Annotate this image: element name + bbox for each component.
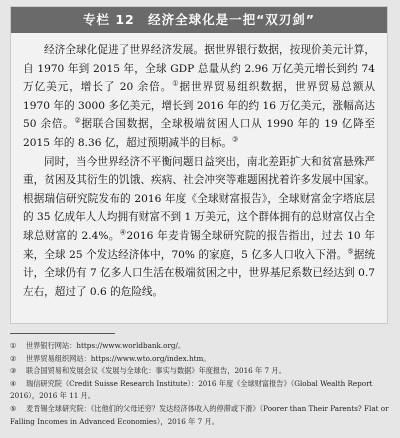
footnote-ref-3[interactable]: ③ xyxy=(231,135,239,144)
para2-sentence-2: 2016 年麦肯锡全球研究院的报告指出，过去 10 年来，全球 25 个发达经济体中，70% 的家庭，5 亿多人口收入下滑。 xyxy=(23,229,376,261)
footnote-number: ④ xyxy=(10,378,17,388)
footnote-ref-5[interactable]: ⑤ xyxy=(347,247,354,255)
para2-sentence-3: 据统计，全球仍有 7 亿多人口生活在极端贫困之中，世界基尼系数已经达到 0.7 左右，超过了 0.6 的危险线。 xyxy=(23,248,376,298)
footnotes xyxy=(10,340,390,428)
paragraph-1 xyxy=(23,41,375,153)
footnote-number: ② xyxy=(10,353,17,363)
footnote-ref-2[interactable]: ② xyxy=(74,116,82,125)
footnote-3 xyxy=(10,365,390,378)
para1-sentence-1: 经济全球化促进了世界经济发展。据世界银行数据，按现价美元计算，自 1970 年到 2015 年，全球 GDP 总量从约 2.96 万亿美元增长到约 74 万亿美元，增长了 20 余倍。 xyxy=(23,44,375,94)
footnote-text: 瑞信研究院（Credit Suisse Research Institute）：2016 年度《全球财富报告》（Global Wealth Report 2016），2016 年 11 月。 xyxy=(10,378,373,401)
footnote-1 xyxy=(10,340,390,353)
footnote-text: 联合国贸易和发展会议《发展与全球化：事实与数据》年度报告，2016 年 7 月。 xyxy=(26,366,286,376)
box-title-text: 经济全球化是一把“双刃剑” xyxy=(148,12,316,27)
footnote-5 xyxy=(10,403,390,428)
footnote-2 xyxy=(10,353,390,366)
para1-sentence-3: 据联合国数据，全球极端贫困人口从 1990 年的 19 亿降至 2015 年的 8.36 亿，超过预期减半的目标。 xyxy=(23,118,375,149)
footnote-number: ⑤ xyxy=(10,403,17,413)
footnote-ref-1[interactable]: ① xyxy=(172,79,180,88)
footnote-number: ① xyxy=(10,341,17,350)
footnote-number: ③ xyxy=(10,366,17,376)
sidebar-box xyxy=(10,6,388,324)
footnote-text: 世界贸易组织网站：https://www.wto.org/index.htm。 xyxy=(26,353,211,363)
footnote-4 xyxy=(10,378,390,403)
footnote-divider xyxy=(10,333,115,334)
para2-sentence-1: 同时，当今世界经济不平衡问题日益突出，南北差距扩大和贫富悬殊严重，贫困及其衍生的饥饿、疾病、社会冲突等难题困扰着许多发展中国家。根据瑞信研究院发布的 2016 年度《全球财富报告》，全球财富金字塔底层的 35 亿成年人人均拥有财富不到 1 万美元，这个群体拥有的总财富仅占全球总财富的 2.4%。 xyxy=(23,155,375,242)
box-title xyxy=(11,7,387,33)
footnote-ref-4[interactable]: ④ xyxy=(119,228,127,237)
box-body xyxy=(23,41,375,301)
box-title-number: 专栏 12 xyxy=(82,12,135,27)
footnote-text: 麦肯锡全球研究院：《比他们的父母还穷？发达经济体收入的停滞或下滑》（Poorer than Their Parents? Flat or Falling Incomes in Advanced Economies），2016 年 7 月。 xyxy=(10,403,389,426)
footnote-text: 世界银行网站：https://www.worldbank.org/。 xyxy=(26,341,186,350)
para1-sentence-2: 据世界贸易组织数据，世界贸易总额从 1970 年的 3000 多亿美元，增长到 2016 年的约 16 万亿美元，涨幅高达 50 余倍。 xyxy=(23,81,376,131)
paragraph-2 xyxy=(23,153,375,302)
